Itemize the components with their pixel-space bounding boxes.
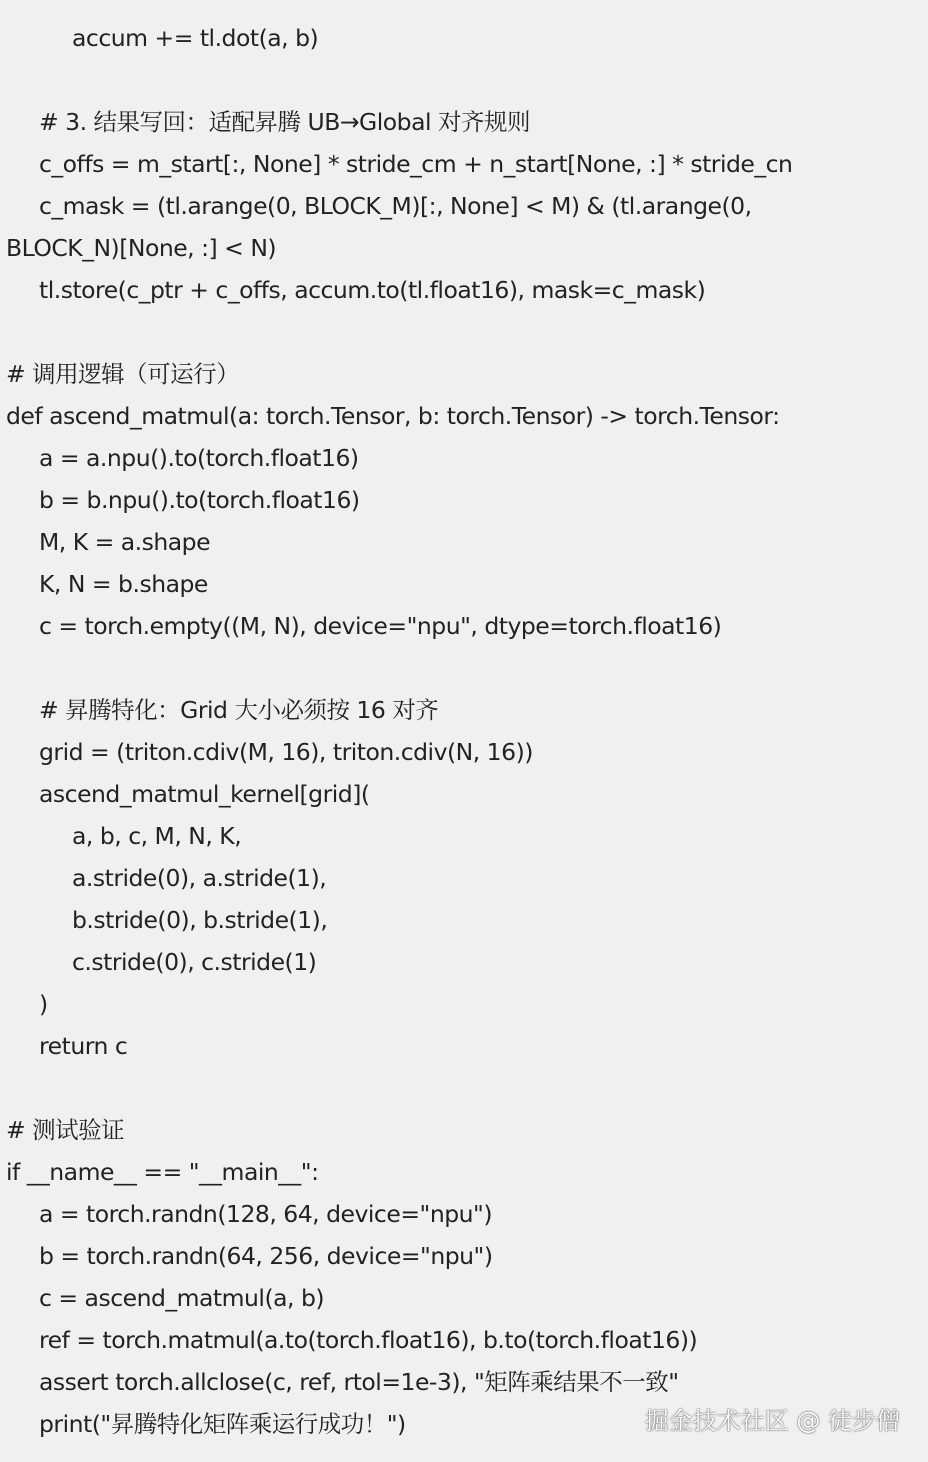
code-line: # 3. 结果写回：适配昇腾 UB→Global 对齐规则 bbox=[39, 108, 530, 136]
code-line: a = torch.randn(128, 64, device="npu") bbox=[39, 1200, 492, 1228]
code-line: return c bbox=[39, 1032, 128, 1060]
code-line: M, K = a.shape bbox=[39, 528, 211, 556]
code-line: a = a.npu().to(torch.float16) bbox=[39, 444, 359, 472]
code-line: c_mask = (tl.arange(0, BLOCK_M)[:, None] < M) & (tl.arange(0, bbox=[39, 192, 752, 220]
code-line: tl.store(c_ptr + c_offs, accum.to(tl.float16), mask=c_mask) bbox=[39, 276, 706, 304]
code-line: c = torch.empty((M, N), device="npu", dtype=torch.float16) bbox=[39, 612, 722, 640]
code-line bbox=[0, 59, 928, 101]
code-line: c = ascend_matmul(a, b) bbox=[39, 1284, 325, 1312]
code-line: b.stride(0), b.stride(1), bbox=[72, 906, 328, 934]
code-line: def ascend_matmul(a: torch.Tensor, b: torch.Tensor) -> torch.Tensor: bbox=[6, 402, 780, 430]
code-line: K, N = b.shape bbox=[39, 570, 208, 598]
code-line: # 测试验证 bbox=[6, 1116, 125, 1144]
code-line bbox=[0, 311, 928, 353]
code-line: b = b.npu().to(torch.float16) bbox=[39, 486, 360, 514]
code-line: c.stride(0), c.stride(1) bbox=[72, 948, 317, 976]
code-line: ref = torch.matmul(a.to(torch.float16), b.to(torch.float16)) bbox=[39, 1326, 698, 1354]
code-line: assert torch.allclose(c, ref, rtol=1e-3), "矩阵乘结果不一致" bbox=[39, 1368, 679, 1396]
watermark: 掘金技术社区 @ 徒步僧 bbox=[644, 1407, 900, 1435]
code-line: ascend_matmul_kernel[grid]( bbox=[39, 780, 370, 808]
code-line: if __name__ == "__main__": bbox=[6, 1158, 319, 1186]
code-line: a, b, c, M, N, K, bbox=[72, 822, 242, 850]
code-line: c_offs = m_start[:, None] * stride_cm + n_start[None, :] * stride_cn bbox=[39, 150, 793, 178]
code-line: a.stride(0), a.stride(1), bbox=[72, 864, 327, 892]
code-line bbox=[0, 1067, 928, 1109]
code-line: ) bbox=[39, 990, 48, 1018]
code-line: b = torch.randn(64, 256, device="npu") bbox=[39, 1242, 493, 1270]
code-line: # 调用逻辑（可运行） bbox=[6, 360, 240, 388]
code-line: accum += tl.dot(a, b) bbox=[72, 24, 319, 52]
code-line: # 昇腾特化：Grid 大小必须按 16 对齐 bbox=[39, 696, 439, 724]
code-line: print("昇腾特化矩阵乘运行成功！") bbox=[39, 1410, 406, 1438]
code-block bbox=[0, 17, 928, 1445]
code-line: BLOCK_N)[None, :] < N) bbox=[6, 234, 277, 262]
code-line bbox=[0, 647, 928, 689]
code-line: grid = (triton.cdiv(M, 16), triton.cdiv(N, 16)) bbox=[39, 738, 533, 766]
